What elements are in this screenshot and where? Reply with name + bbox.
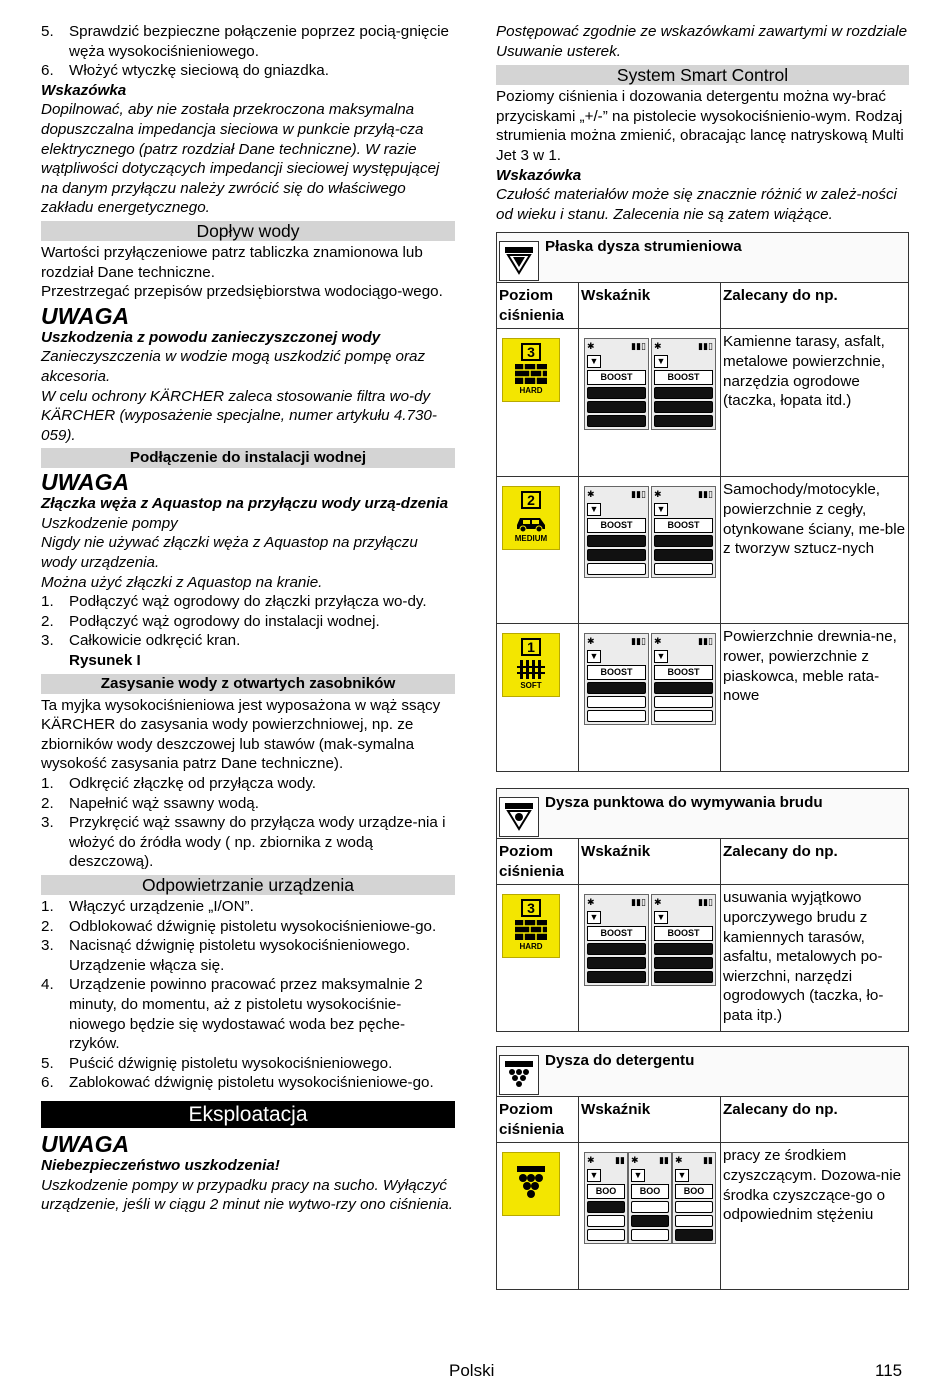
gun-display: ✱ ▮▮▯ ▼ BOOST bbox=[651, 338, 716, 430]
gun-display: ✱ ▮▮ ▼ BOO bbox=[628, 1152, 672, 1244]
column-header-indicator: Wskaźnik bbox=[579, 839, 721, 884]
table-column-headers bbox=[497, 283, 908, 329]
warning-text: Nigdy nie używać złączki węża z Aquastop na przyłączu wody urządzenia. bbox=[41, 534, 418, 572]
warning-heading: Złączka węża z Aquastop na przyłączu wody urzą-dzenia bbox=[41, 495, 449, 513]
recommendation-cell: usuwania wyjątkowo uporczywego brudu z kamiennych tarasów, asfaltu, metalowych po-wierzchni, narzędzi ogrodowych (taczka, ło-pata itp.) bbox=[723, 889, 884, 1024]
warning-text: Można użyć złączki z Aquastop na kranie. bbox=[41, 573, 323, 591]
list-item: 4. Urządzenie powinno pracować przez maksymalnie 2 minuty, do momentu, aż z pistoletu wysokociśnie-niowego będzie się wydostawać woda bez pęche-rzyków. bbox=[41, 976, 423, 1053]
table-row bbox=[497, 1143, 908, 1289]
list-item: 1. Włączyć urządzenie „I/ON”. bbox=[41, 897, 254, 915]
note-heading: Wskazówka bbox=[496, 166, 582, 184]
detergent-nozzle-icon bbox=[499, 1055, 539, 1095]
indicator-cell bbox=[579, 624, 721, 771]
warning-title: UWAGA bbox=[41, 469, 130, 496]
list-item: 5. Sprawdzić bezpieczne połączenie poprzez pocią-gnięcie węża wysokociśnieniowego. bbox=[41, 23, 449, 60]
column-header-indicator: Wskaźnik bbox=[579, 1097, 721, 1142]
nozzle-table-detergent bbox=[496, 1046, 909, 1290]
table-title: Dysza punktowa do wymywania brudu bbox=[545, 794, 823, 812]
indicator-cell bbox=[579, 885, 721, 1031]
gun-display: ✱ ▮▮▯ ▼ BOOST bbox=[651, 894, 716, 986]
list-item: 3. Przykręcić wąż ssawny do przyłącza wody urządze-nia i włożyć do źródła wody ( np. zbiornika z wodą deszczową). bbox=[41, 814, 446, 871]
gun-display: ✱ ▮▮▯ ▼ BOOST bbox=[584, 486, 649, 578]
recommendation-cell: Samochody/motocykle, powierzchnie z cegły, otynkowane ściany, me-ble z tworzyw sztucz-nych bbox=[723, 481, 906, 558]
smart-control-text: Poziomy ciśnienia i dozowania detergentu można wy-brać przyciskami „+/-” na pistolecie wysokociśnienio-wym. Rodzaj strumienia można zmienić, obracając lancę natryskową Multi Jet 3 w 1. bbox=[496, 88, 904, 164]
table-row bbox=[497, 329, 908, 477]
column-header-recommended: Zalecany do np. bbox=[723, 843, 838, 861]
list-item: 6. Włożyć wtyczkę sieciową do gniazdka. bbox=[41, 62, 329, 80]
section-heading-smart-control: System Smart Control bbox=[496, 65, 909, 85]
gun-display: ✱ ▮▮▯ ▼ BOOST bbox=[584, 633, 649, 725]
table-title: Płaska dysza strumieniowa bbox=[545, 238, 742, 256]
warning-text: Uszkodzenie pompy w przypadku pracy na sucho. Wyłączyć urządzenie, jeśli w ciągu 2 minut nie wytwo-rzy ono ciśnienia. bbox=[41, 1176, 453, 1214]
list-item: 3. Nacisnąć dźwignię pistoletu wysokociśnieniowego. Urządzenie włącza się. bbox=[41, 937, 411, 974]
left-column bbox=[41, 22, 455, 1215]
level-cell bbox=[497, 329, 579, 476]
section-heading-connection: Podłączenie do instalacji wodnej bbox=[41, 448, 455, 468]
gun-display: ✱ ▮▮▯ ▼ BOOST bbox=[584, 338, 649, 430]
note-heading: Wskazówka bbox=[41, 81, 127, 99]
list-item: 6. Zablokować dźwignię pistoletu wysokociśnieniowe-go. bbox=[41, 1074, 434, 1092]
intro-text: Postępować zgodnie ze wskazówkami zawartymi w rozdziale Usuwanie usterek. bbox=[496, 23, 908, 60]
chapter-heading-operation: Eksploatacja bbox=[41, 1101, 455, 1128]
table-row bbox=[497, 885, 908, 1031]
water-text: Wartości przyłączeniowe patrz tabliczka znamionowa lub rozdział Dane techniczne. bbox=[41, 243, 423, 281]
display-illustration bbox=[581, 888, 718, 986]
column-header-level: Poziom ciśnienia bbox=[497, 283, 579, 328]
display-illustration bbox=[581, 480, 718, 578]
gun-display: ✱ ▮▮ ▼ BOO bbox=[584, 1152, 628, 1244]
brick-wall-icon bbox=[514, 363, 548, 385]
indicator-cell bbox=[579, 329, 721, 476]
recommendation-cell: pracy ze środkiem czyszczącym. Dozowa-nie środka czyszczące-go o odpowiednim stężeniu bbox=[723, 1147, 902, 1224]
recommendation-cell: Powierzchnie drewnia-ne, rower, powierzchnie z piaskowca, meble rata-nowe bbox=[723, 628, 897, 705]
pressure-hard-badge: 3 HARD bbox=[502, 338, 560, 402]
pressure-soft-badge: 1 SOFT bbox=[502, 633, 560, 697]
pressure-hard-badge: 3 HARD bbox=[502, 894, 560, 958]
gun-display: ✱ ▮▮▯ ▼ BOOST bbox=[651, 633, 716, 725]
display-illustration bbox=[581, 1146, 718, 1244]
column-header-level: Poziom ciśnienia bbox=[497, 839, 579, 884]
table-row bbox=[497, 624, 908, 771]
warning-text: Uszkodzenie pompy bbox=[41, 514, 178, 532]
pressure-medium-badge: 2 MEDIUM bbox=[502, 486, 560, 550]
brick-wall-icon bbox=[514, 919, 548, 941]
nozzle-table-flat bbox=[496, 232, 909, 772]
warning-text: Zanieczyszczenia w wodzie mogą uszkodzić pompę oraz akcesoria. bbox=[41, 348, 426, 385]
flat-nozzle-icon bbox=[499, 241, 539, 281]
list-item: 3. Całkowicie odkręcić kran. bbox=[41, 632, 241, 650]
table-column-headers bbox=[497, 839, 908, 885]
indicator-cell bbox=[579, 477, 721, 623]
list-item: 2. Podłączyć wąż ogrodowy do instalacji wodnej. bbox=[41, 612, 380, 630]
level-cell bbox=[497, 1143, 579, 1289]
note-text: Dopilnować, aby nie została przekroczona maksymalna dopuszczalna impedancja sieciowa w punkcie przyłą-cza elektrycznego (patrz rozdział Dane techniczne). W razie wątpliwości dotyczących impedancji sieciowej występującej na danym przyłączu należy zwrócić się do właściwego zakładu energetycznego. bbox=[41, 101, 440, 217]
column-header-recommended: Zalecany do np. bbox=[723, 1101, 838, 1119]
warning-title: UWAGA bbox=[41, 1130, 130, 1157]
section-heading-water: Dopływ wody bbox=[41, 221, 455, 241]
column-header-indicator: Wskaźnik bbox=[579, 283, 721, 328]
gun-display: ✱ ▮▮▯ ▼ BOOST bbox=[651, 486, 716, 578]
warning-text: W celu ochrony KÄRCHER zaleca stosowanie filtra wo-dy KÄRCHER (wyposażenie specjalne, numer artykułu 4.730-059). bbox=[41, 387, 437, 444]
detergent-foam-icon bbox=[513, 1164, 549, 1204]
nozzle-table-point bbox=[496, 788, 909, 1032]
footer-language: Polski bbox=[449, 1361, 495, 1380]
table-title: Dysza do detergentu bbox=[545, 1052, 695, 1070]
right-column bbox=[496, 22, 909, 1290]
section-heading-suction: Zasysanie wody z otwartych zasobników bbox=[41, 674, 455, 694]
detergent-badge bbox=[502, 1152, 560, 1216]
car-icon bbox=[514, 511, 548, 533]
figure-reference: Rysunek I bbox=[69, 652, 141, 670]
table-header bbox=[497, 789, 908, 839]
column-header-recommended: Zalecany do np. bbox=[723, 287, 838, 305]
display-illustration bbox=[581, 332, 718, 430]
water-text-2: Przestrzegać przepisów przedsiębiorstwa wodociągo-wego. bbox=[41, 283, 443, 301]
indicator-cell bbox=[579, 1143, 721, 1289]
gun-display: ✱ ▮▮▯ ▼ BOOST bbox=[584, 894, 649, 986]
wooden-deck-icon bbox=[514, 658, 548, 680]
section-heading-air: Odpowietrzanie urządzenia bbox=[41, 875, 455, 895]
table-column-headers bbox=[497, 1097, 908, 1143]
warning-heading: Uszkodzenia z powodu zanieczyszczonej wody bbox=[41, 328, 381, 346]
column-header-level: Poziom ciśnienia bbox=[497, 1097, 579, 1142]
suction-text: Ta myjka wysokociśnieniowa jest wyposażona w wąż ssący KÄRCHER do zasysania wody powierzchniowej, np. ze zbiorników wody deszczowej lub stawów (mak-symalna wysokość zasysania patrz Dane techniczne). bbox=[41, 696, 441, 773]
dirt-blaster-icon bbox=[499, 797, 539, 837]
note-text: Czułość materiałów może się znacznie różnić w zależ-ności od wieku i stanu. Zalecenia nie są zatem wiążące. bbox=[496, 186, 897, 223]
list-item: 5. Puścić dźwignię pistoletu wysokociśnieniowego. bbox=[41, 1054, 393, 1072]
warning-heading: Niebezpieczeństwo uszkodzenia! bbox=[41, 1156, 280, 1174]
level-cell bbox=[497, 477, 579, 623]
level-cell bbox=[497, 885, 579, 1031]
page-number: 115 bbox=[875, 1361, 903, 1380]
table-header bbox=[497, 1047, 908, 1097]
list-item: 2. Napełnić wąż ssawny wodą. bbox=[41, 794, 259, 812]
display-illustration bbox=[581, 627, 718, 725]
table-row bbox=[497, 477, 908, 624]
warning-title: UWAGA bbox=[41, 302, 130, 329]
table-header bbox=[497, 233, 908, 283]
list-item: 1. Podłączyć wąż ogrodowy do złączki przyłącza wo-dy. bbox=[41, 593, 427, 611]
list-item: 2. Odblokować dźwignię pistoletu wysokociśnieniowe-go. bbox=[41, 917, 437, 935]
gun-display: ✱ ▮▮ ▼ BOO bbox=[672, 1152, 716, 1244]
list-item: 1. Odkręcić złączkę od przyłącza wody. bbox=[41, 775, 317, 792]
level-cell bbox=[497, 624, 579, 771]
recommendation-cell: Kamienne tarasy, asfalt, metalowe powierzchnie, narzędzia ogrodowe (taczka, łopata itd.) bbox=[723, 333, 886, 410]
